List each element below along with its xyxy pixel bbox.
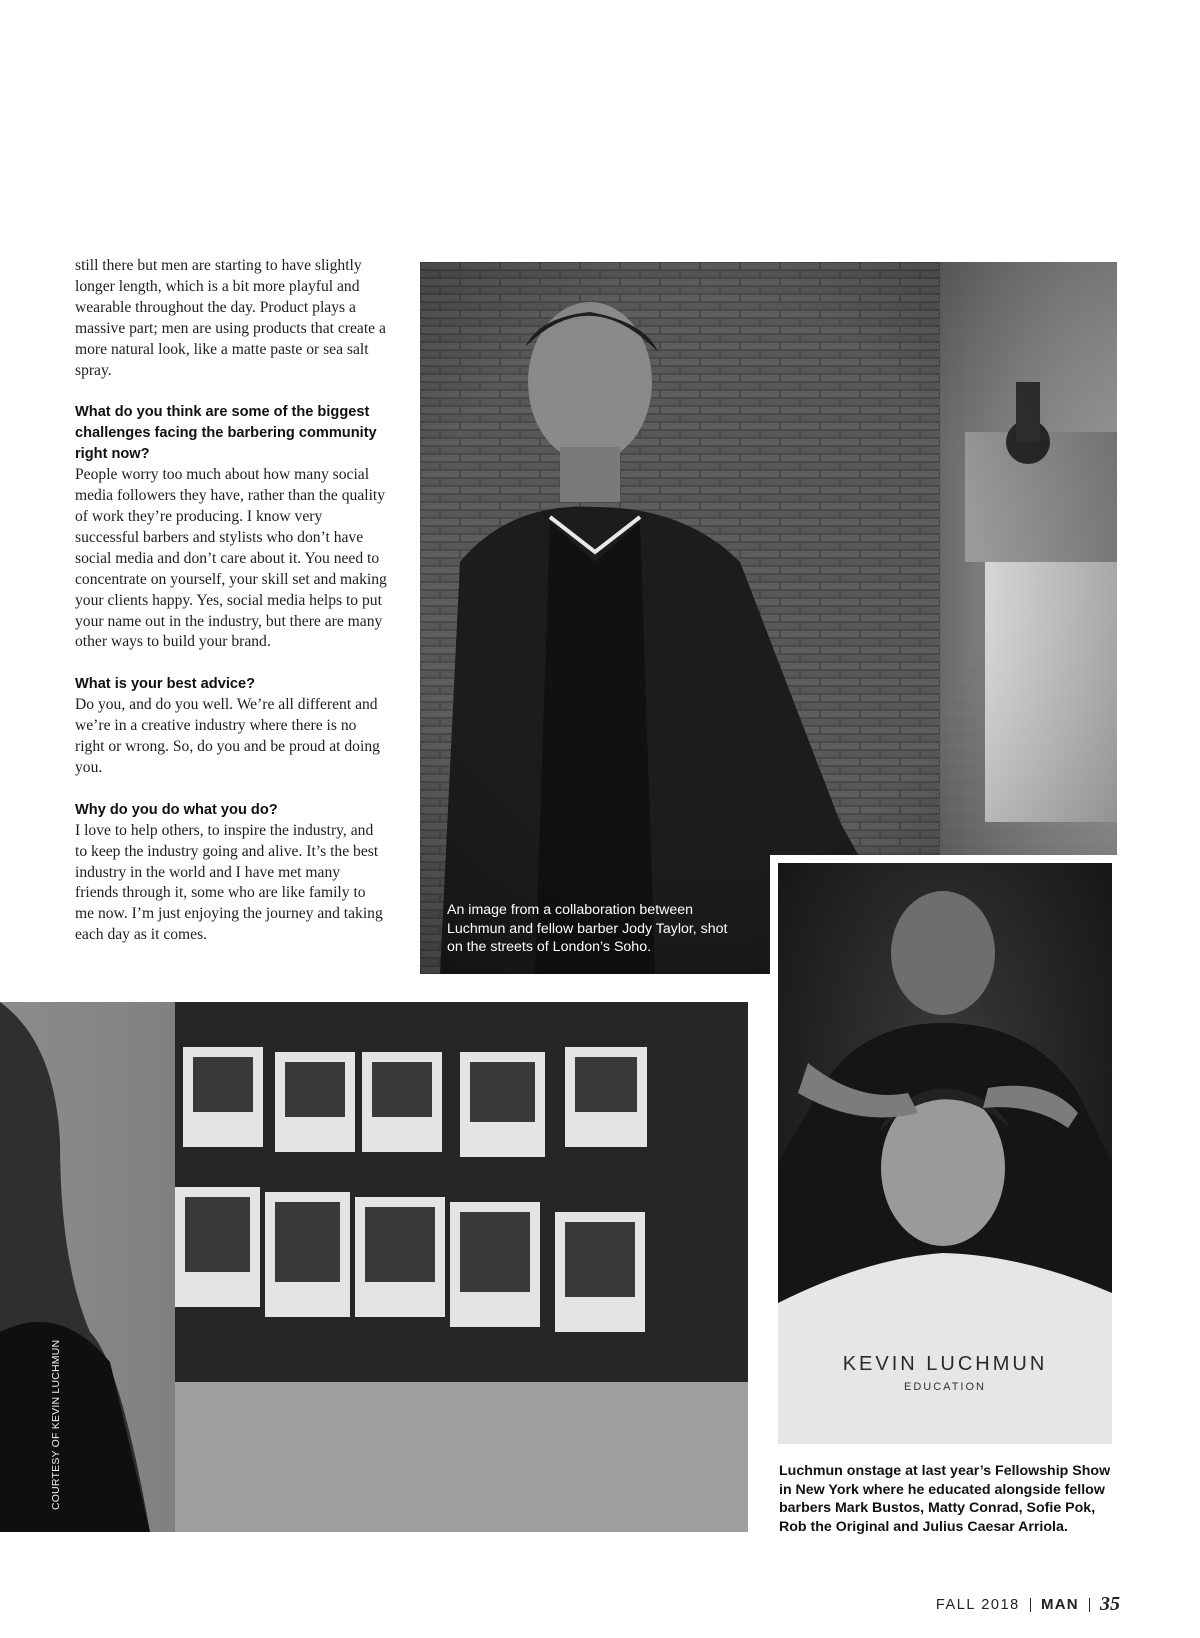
cape-sub-text: EDUCATION <box>904 1381 986 1393</box>
article-text-column <box>75 256 387 946</box>
folio-divider <box>1030 1598 1031 1612</box>
issue-label: FALL 2018 <box>935 1596 1020 1613</box>
stage-caption: Luchmun onstage at last year’s Fellowship Show in New York where he educated alongside fellow barbers Mark Bustos, Matty Conrad, Sofie Pok, Rob the Original and Julius Caesar Arriola. <box>779 1463 1111 1535</box>
question-why: Why do you do what you do? <box>75 801 278 818</box>
stage-photo <box>778 863 1112 1444</box>
question-challenges: What do you think are some of the biggest challenges facing the barbering community right now? <box>75 404 377 463</box>
portrait-caption: An image from a collaboration between Luchmun and fellow barber Jody Taylor, shot on the streets of London’s Soho. <box>447 902 728 955</box>
magazine-name: MAN <box>1041 1596 1079 1613</box>
answer-advice: Do you, and do you well. We’re all different and we’re in a creative industry where there is no right or wrong. So, do you and be proud at doing you. <box>75 696 380 776</box>
photo-credit: COURTESY OF KEVIN LUCHMUN <box>50 1339 62 1510</box>
answer-why: I love to help others, to inspire the industry, and to keep the industry going and alive. It’s the best industry in the world and I have met many friends through it, some who are like family to me now. I’m just enjoying the journey and taking each day as it comes. <box>75 821 383 944</box>
answer-challenges: People worry too much about how many social media followers they have, rather than the quality of work they’re producing. I know very successful barbers and stylists who don’t have social media and don’t care about it. You need to concentrate on yourself, your skill set and making your clients happy. Yes, social media helps to put your name out in the industry, but there are many other ways to build your brand. <box>75 466 387 651</box>
intro-paragraph: still there but men are starting to have slightly longer length, which is a bit more playful and wearable throughout the day. Product plays a massive part; men are using products that create a more natural look, like a matte paste or sea salt spray. <box>75 257 386 379</box>
cape-brand-text: KEVIN LUCHMUN <box>842 1353 1048 1375</box>
backstage-photo <box>0 1002 748 1532</box>
backstage-photo-illustration <box>0 1002 748 1532</box>
question-advice: What is your best advice? <box>75 676 256 693</box>
page-folio <box>936 1593 1120 1616</box>
page-number: 35 <box>1100 1593 1120 1615</box>
folio-divider <box>1089 1598 1090 1612</box>
